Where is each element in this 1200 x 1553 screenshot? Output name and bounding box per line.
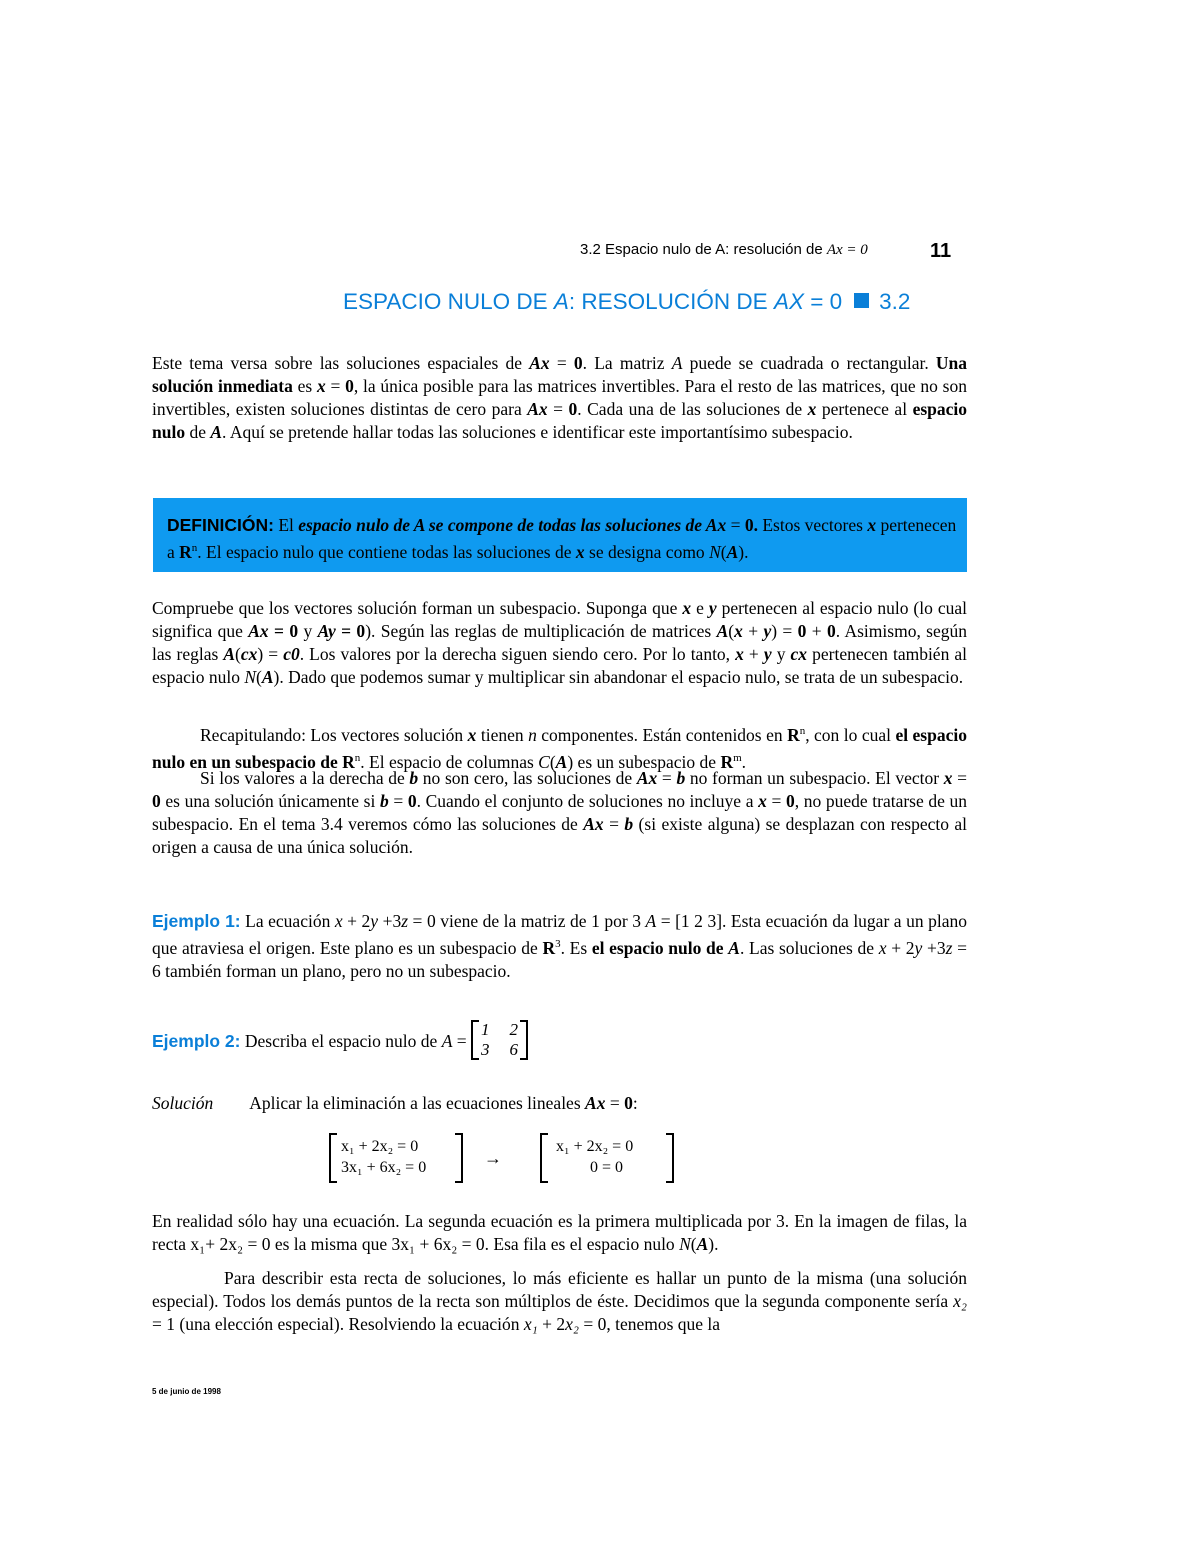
system-row: 0 = 0 — [590, 1159, 624, 1176]
system-right-bracket — [666, 1133, 674, 1183]
one-equation-paragraph: En realidad sólo hay una ecuación. La segunda ecuación es la primera multiplicada por 3. En la imagen de filas, la recta x₁+ 2x₂ = 0 es la misma que 3x₁ + 6x₂ = 0. Esa fila es el espacio nulo N(A). — [152, 1211, 967, 1254]
example-1-label: Ejemplo 1: — [152, 911, 241, 931]
definition-label: DEFINICIÓN: — [167, 515, 274, 535]
section-title: ESPACIO NULO DE A: RESOLUCIÓN DE AX = 0 3.2 — [343, 289, 911, 314]
special-solution-paragraph: Para describir esta recta de soluciones, lo más eficiente es hallar un punto de la misma (una solución especial). Todos los demás puntos de la recta son múltiplos de éste. Decidimos que la segunda componente sería x₂ = 1 (una elección especial). Resolviendo la ecuación x₁ + 2x₂ = 0, tenemos que la — [152, 1268, 967, 1334]
system-right-bracket — [455, 1133, 463, 1183]
intro-paragraph: Este tema versa sobre las soluciones espaciales de Ax = 0. La matriz A puede se cuadrada o rectangular. Una solución inmediata es x = 0, la única posible para las matrices invertibles. Para el resto de las matrices, que no son invertibles, existen soluciones distintas de cero para Ax = 0. Cada una de las soluciones de x pertenece al espacio nulo de A. Aquí se pretende hallar todas las soluciones e identificar este importantísimo subespacio. — [152, 353, 968, 442]
page-number: 11 — [930, 240, 952, 262]
example-1-paragraph: Ejemplo 1: La ecuación x + 2y +3z = 0 viene de la matriz de 1 por 3 A = [1 2 3]. Esta ecuación da lugar a un plano que atraviesa el origen. Este plano es un subespacio de $R^3$. Es el espacio nulo de A. Las soluciones de x + 2y +3z = 6 también forman un plano, pero no un subespacio. — [152, 911, 967, 981]
system-row: x₁ + 2x₂ = 0 — [341, 1138, 419, 1155]
right-arrow-icon: → — [484, 1148, 502, 1168]
system-left-bracket — [540, 1133, 548, 1183]
example-2-paragraph: Ejemplo 2: Describa el espacio nulo de A = 1 2 3 6 — [152, 1026, 967, 1060]
system-left-bracket — [329, 1133, 337, 1183]
system-row: x₁ + 2x₂ = 0 — [556, 1138, 634, 1155]
system-row: 3x₁ + 6x₂ = 0 — [341, 1159, 427, 1176]
footer-date: 5 de junio de 1998 — [152, 1387, 221, 1396]
system-after-elimination — [540, 1133, 674, 1183]
definition-box — [153, 498, 967, 572]
matrix-cell: 1 — [481, 1020, 490, 1039]
solution-line: Solución Aplicar la eliminación a las ecuaciones lineales Ax = 0: — [152, 1093, 638, 1113]
system-before-elimination — [329, 1133, 463, 1183]
nonzero-rhs-paragraph: Si los valores a la derecha de b no son cero, las soluciones de Ax = b no forman un subespacio. El vector x = 0 es una solución únicamente si b = 0. Cuando el conjunto de soluciones no incluye a x = 0, no puede tratarse de un subespacio. En el tema 3.4 veremos cómo las soluciones de Ax = b (si existe alguna) se desplazan con respecto al origen a causa de una única solución. — [152, 768, 968, 857]
section-number: 3.2 — [879, 289, 911, 314]
matrix-cell: 2 — [509, 1020, 519, 1039]
matrix-cell: 6 — [509, 1040, 519, 1059]
subspace-proof-paragraph: Compruebe que los vectores solución forman un subespacio. Suponga que x e y pertenecen al espacio nulo (lo cual significa que Ax = 0 y Ay = 0). Según las reglas de multiplicación de matrices A(x + y) = 0 + 0. Asimismo, según las reglas A(cx) = c0. Los valores por la derecha siguen siendo cero. Por lo tanto, x + y y cx pertenecen también al espacio nulo N(A). Dado que podemos sumar y multiplicar sin abandonar el espacio nulo, se trata de un subespacio. — [152, 598, 968, 687]
matrix-right-bracket — [520, 1020, 528, 1060]
running-head-text: 3.2 Espacio nulo de A: resolución de — [580, 241, 827, 258]
running-head-equation: Ax = 0 — [826, 242, 868, 258]
matrix-left-bracket — [471, 1020, 479, 1060]
summary-paragraph: Recapitulando: Los vectores solución x tienen n componentes. Están contenidos en $R^n$, con lo cual el espacio nulo en un subespacio de $R^n$. El espacio de columnas C(A) es un subespacio de $R^m$. — [152, 724, 967, 772]
example-2-label: Ejemplo 2: — [152, 1031, 241, 1052]
square-bullet-icon — [854, 293, 869, 308]
matrix-A — [471, 1020, 528, 1060]
solution-label: Solución — [152, 1093, 214, 1113]
definition-text: DEFINICIÓN: El espacio nulo de A se compone de todas las soluciones de Ax = 0. Estos vectores x pertenecen a $R^n$. El espacio nulo que contiene todas las soluciones de x se designa como N(A). — [167, 515, 957, 562]
matrix-cell: 3 — [481, 1040, 490, 1059]
running-head — [580, 241, 868, 259]
